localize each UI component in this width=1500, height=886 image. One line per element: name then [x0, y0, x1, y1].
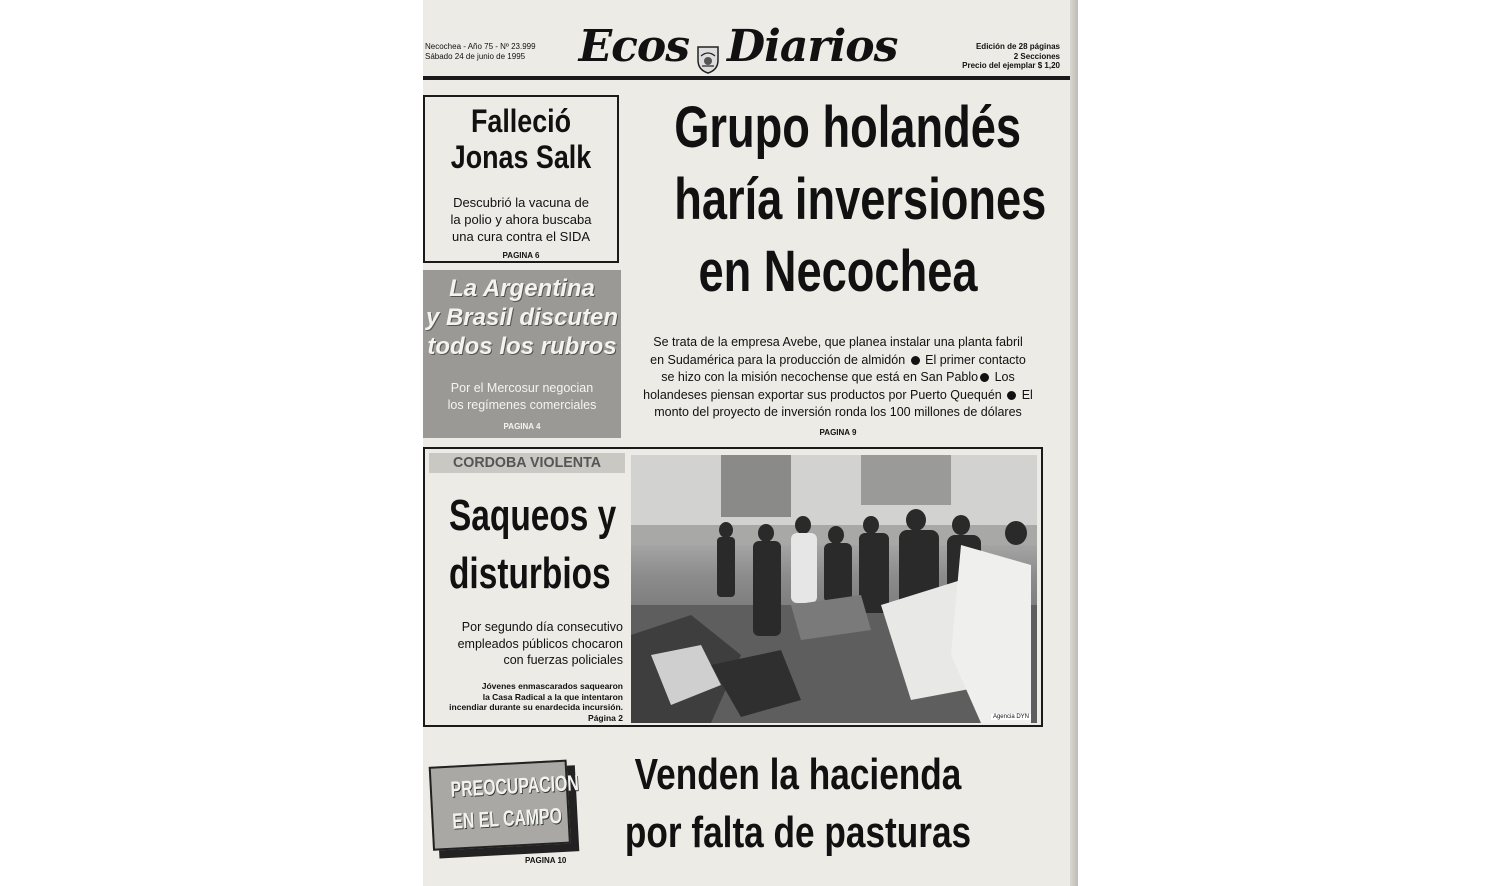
cordoba-story-box: [423, 447, 1043, 727]
salk-summary-line: la polio y ahora buscaba: [450, 212, 592, 227]
photo-caption: [425, 681, 623, 723]
lead-summary-line: monto del proyecto de inversión ronda los 100 millones de dólares: [654, 405, 1022, 419]
cordoba-kicker: [429, 453, 625, 473]
cordoba-headline-line: Saqueos y: [449, 491, 617, 540]
page-count: Edición de 28 páginas: [975, 42, 1060, 51]
campo-headline-line: por falta de pasturas: [624, 808, 972, 857]
salk-page-ref: PAGINA 6: [502, 251, 540, 260]
campo-kicker-line: EN EL CAMPO: [451, 802, 563, 834]
page-edge-shadow: [1070, 0, 1078, 886]
photo-credit: Agencia DYN: [992, 714, 1029, 720]
lead-page-ref: PAGINA 9: [819, 427, 857, 437]
campo-kicker-badge: [429, 759, 580, 859]
lead-summary-fragment: se hizo con la misión necochense que está en San Pablo: [661, 370, 979, 384]
issue-date: Sábado 24 de junio de 1995: [425, 51, 526, 61]
campo-headline-line: Venden la hacienda: [634, 750, 962, 799]
edition-info-right: [962, 42, 1060, 71]
mercosur-summary-line: los regímenes comerciales: [447, 398, 597, 412]
campo-headline: [578, 746, 1018, 862]
lead-summary-fragment: El primer contacto: [925, 352, 1026, 367]
issue-number: Necochea - Año 75 - Nº 23.999: [425, 42, 536, 51]
salk-headline-line1: Falleció: [470, 103, 572, 139]
lead-summary-line: [628, 369, 1048, 387]
price: Precio del ejemplar $ 1,20: [962, 61, 1060, 70]
lead-headline-line: haría inversiones: [674, 167, 1047, 232]
cordoba-headline-line: disturbios: [449, 549, 611, 598]
salk-summary-line: Descubrió la vacuna de: [453, 195, 589, 210]
salk-summary-line: una cura contra el SIDA: [451, 229, 591, 244]
masthead-rule: [423, 76, 1078, 80]
masthead-title: [573, 22, 903, 72]
lead-summary-fragment: El: [1021, 387, 1033, 402]
mercosur-summary-line: Por el Mercosur negocian: [450, 381, 594, 395]
cordoba-summary-line: empleados públicos chocaron: [457, 636, 623, 651]
coat-of-arms-logo: [695, 35, 721, 65]
photo-caption-line: Jóvenes enmascarados saquearon: [481, 681, 623, 691]
photo-caption-line: la Casa Radical a la que intentaron: [482, 691, 623, 702]
lead-summary-fragment: holandeses piensan exportar sus productos por Puerto Quequén: [643, 387, 1002, 402]
masthead-word-ecos: Ecos: [578, 21, 690, 72]
masthead-word-diarios: Diarios: [727, 21, 898, 72]
salk-summary: [425, 194, 617, 245]
photo-caption-line: Página 2: [588, 712, 623, 723]
mercosur-headline-line: y Brasil discuten: [425, 304, 619, 331]
salk-story-box: [423, 95, 619, 263]
lead-summary-fragment: en Sudamérica para la producción de almidón: [650, 352, 906, 367]
mercosur-story-box: [423, 270, 621, 438]
section-count: 2 Secciones: [1013, 51, 1060, 61]
cordoba-summary-line: Por segundo día consecutivo: [461, 620, 623, 634]
lead-summary-line: Se trata de la empresa Avebe, que planea instalar una planta fabril: [653, 335, 1023, 349]
mercosur-headline-line: La Argentina: [449, 275, 595, 302]
cordoba-kicker-text: CORDOBA VIOLENTA: [452, 454, 602, 471]
lead-headline: [628, 92, 1048, 308]
lead-headline-line: en Necochea: [698, 239, 978, 304]
lead-headline-line: Grupo holandés: [674, 95, 1022, 160]
salk-headline-line2: Jonas Salk: [450, 139, 592, 175]
lead-summary: [628, 334, 1048, 441]
lead-summary-line: [628, 387, 1048, 405]
riot-photo-scene: [631, 455, 1037, 723]
lead-summary-line: [628, 352, 1048, 370]
lead-summary-fragment: Los: [994, 370, 1015, 384]
cordoba-summary: [425, 619, 623, 669]
mercosur-summary: [423, 380, 621, 414]
bullet-icon: [980, 373, 989, 382]
cordoba-headline: [425, 487, 625, 603]
edition-info-left: [425, 42, 536, 61]
bullet-icon: [911, 356, 920, 365]
cordoba-summary-line: con fuerzas policiales: [503, 653, 623, 667]
riot-photo: [631, 455, 1037, 723]
campo-page-ref: PAGINA 10: [525, 856, 567, 865]
bullet-icon: [1007, 391, 1016, 400]
mercosur-page-ref: PAGINA 4: [503, 422, 541, 431]
newspaper-front-page: [423, 0, 1078, 886]
photo-caption-line: incendiar durante su enardecida incursión.: [449, 702, 623, 712]
campo-kicker-line: PREOCUPACION: [449, 770, 580, 802]
mercosur-headline-line: todos los rubros: [427, 333, 617, 360]
